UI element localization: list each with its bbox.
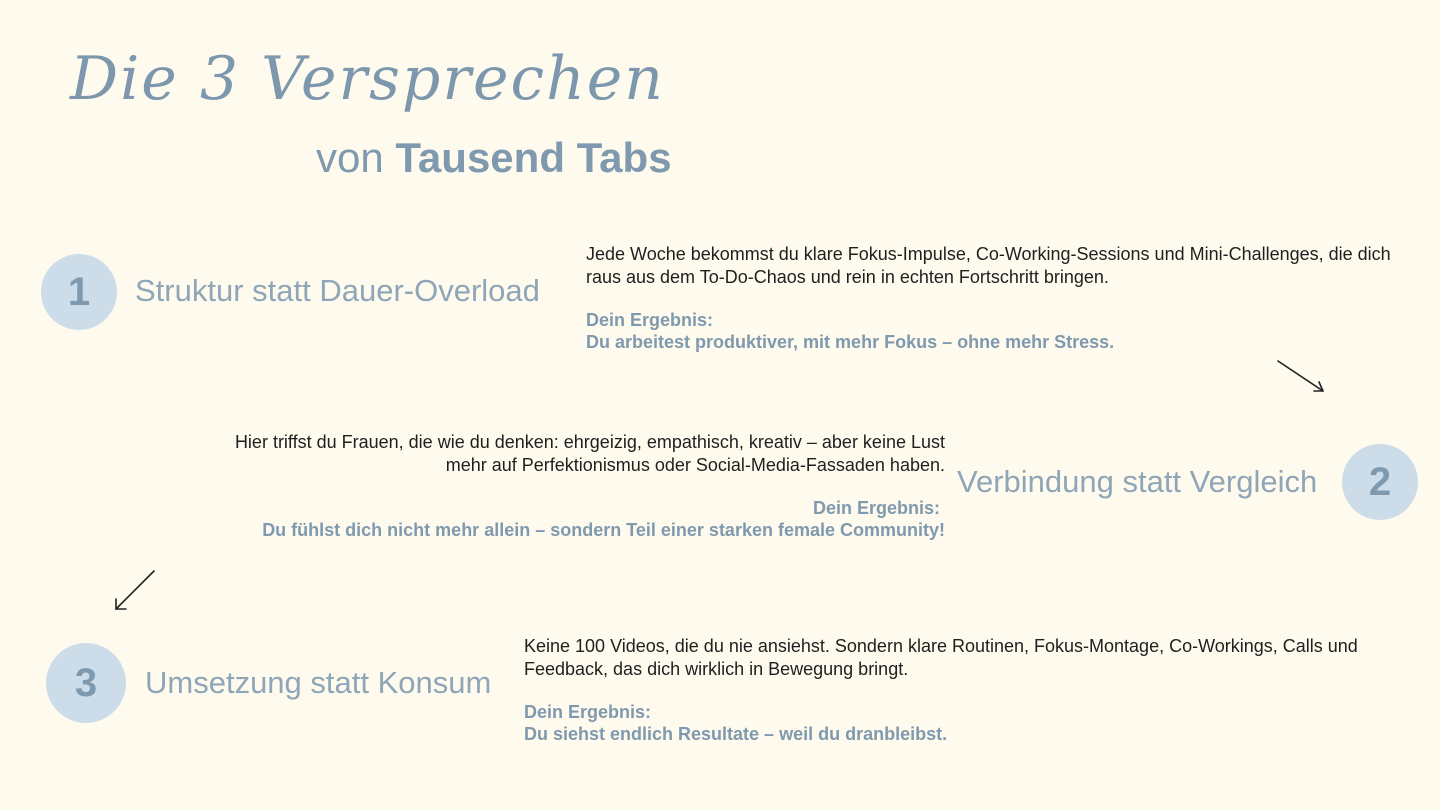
promise-3-result-text: Du siehst endlich Resultate – weil du dranbleibst. <box>524 724 948 744</box>
page-title: Die 3 Versprechen <box>70 44 665 114</box>
promise-2-body-line-2: mehr auf Perfektionismus oder Social-Media-Fassaden haben. <box>445 455 945 475</box>
arrow-down-right-icon <box>1275 358 1327 396</box>
promise-2-result-label: Dein Ergebnis: <box>812 498 940 518</box>
promise-2-body-line-1: Hier triffst du Frauen, die wie du denken: ehrgeizig, empathisch, kreativ – aber keine Lust <box>234 432 945 452</box>
promise-3-body: Keine 100 Videos, die du nie ansiehst. Sondern klare Routinen, Fokus-Montage, Co-Workings, Calls und Feedback, das dich wirklich in Bewegung bringt. <box>524 636 1358 679</box>
brand-name: Tausend Tabs <box>395 134 672 181</box>
promise-2-result-text: Du fühlst dich nicht mehr allein – sondern Teil einer starken female Community! <box>262 520 945 540</box>
promise-2-number-badge: 2 <box>1342 444 1418 520</box>
promise-3-result-label: Dein Ergebnis: <box>524 702 652 722</box>
promise-1-heading: Struktur statt Dauer-Overload <box>135 273 540 308</box>
promise-3-number-badge: 3 <box>46 643 126 723</box>
subtitle-prefix: von <box>316 134 384 181</box>
arrow-down-left-icon <box>110 568 160 614</box>
promise-1-body: Jede Woche bekommst du klare Fokus-Impulse, Co-Working-Sessions und Mini-Challenges, die dich raus aus dem To-Do-Chaos und rein in echten Fortschritt bringen. <box>586 244 1391 287</box>
page-subtitle <box>316 134 672 182</box>
promise-3-heading: Umsetzung statt Konsum <box>145 665 492 700</box>
promise-1-number-badge: 1 <box>41 254 117 330</box>
promise-2-body <box>100 431 945 477</box>
promise-1-result-label: Dein Ergebnis: <box>586 310 714 330</box>
promise-2-heading: Verbindung statt Vergleich <box>957 464 1318 499</box>
promise-1-result-text: Du arbeitest produktiver, mit mehr Fokus – ohne mehr Stress. <box>586 332 1115 352</box>
